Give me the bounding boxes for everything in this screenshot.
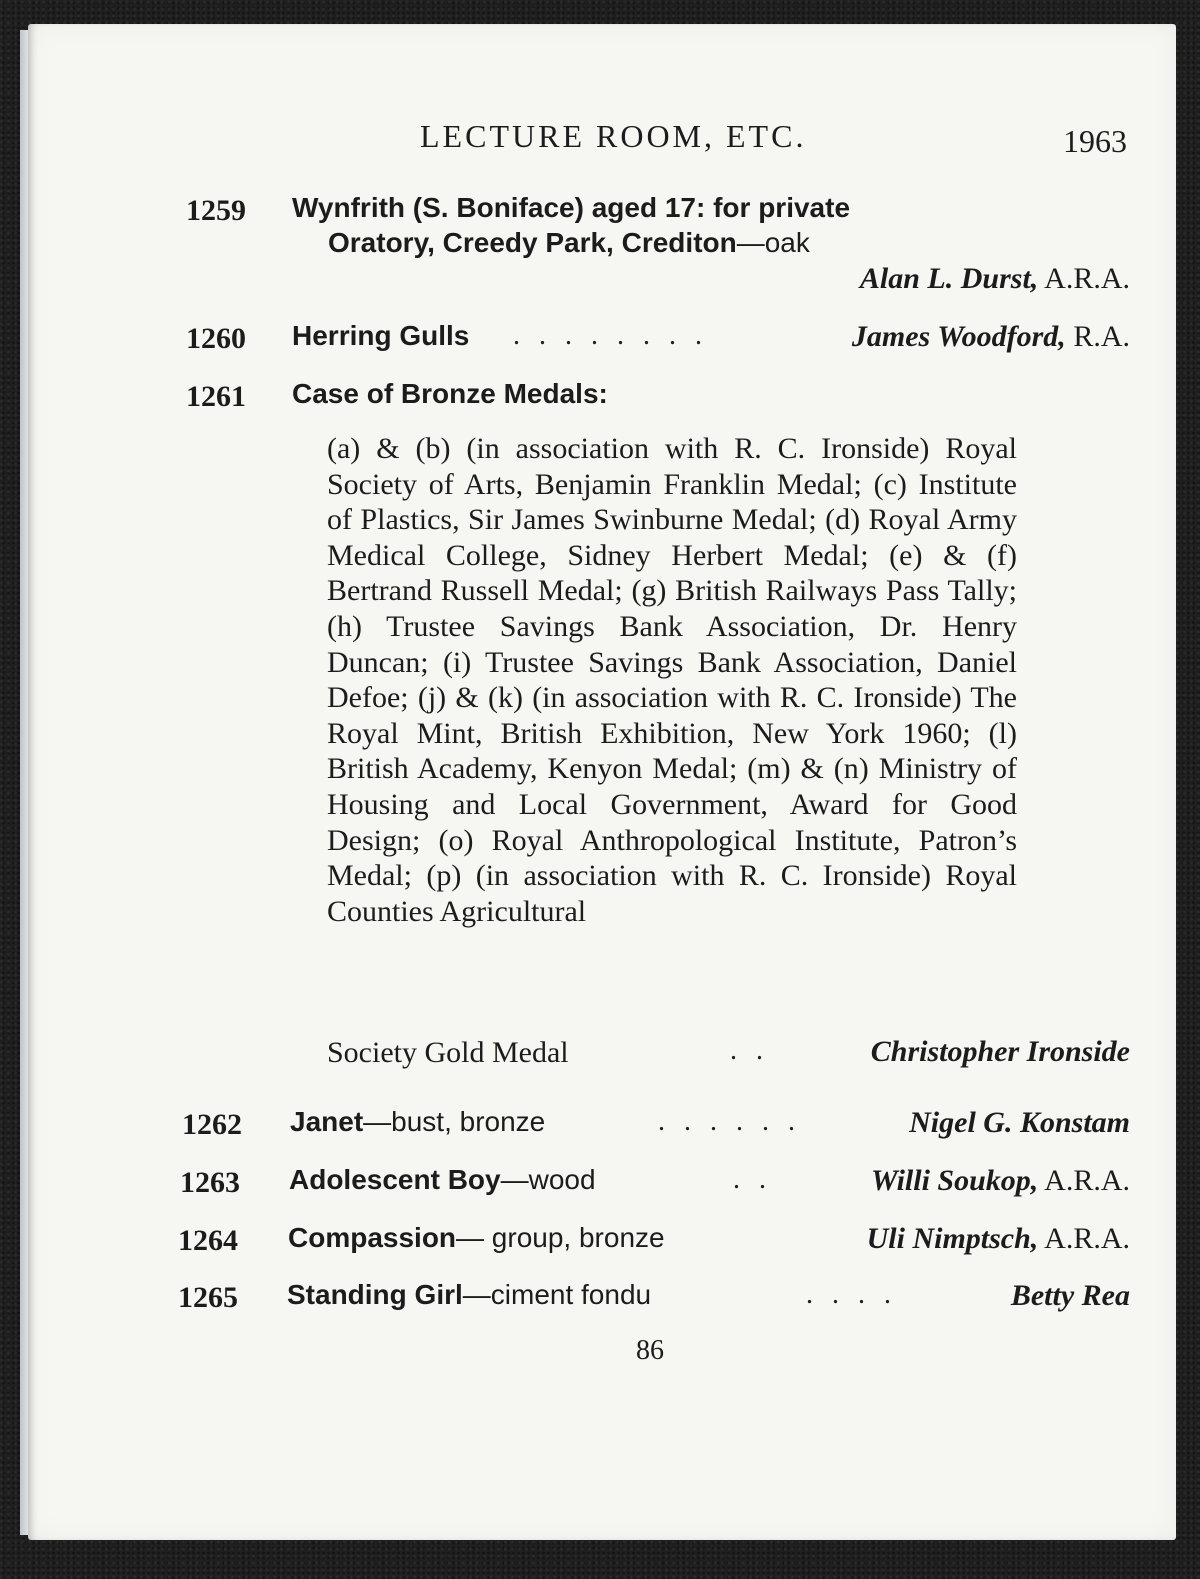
- entry-material: —ciment fondu: [462, 1279, 652, 1310]
- entry-artist: [867, 1222, 1130, 1256]
- entry-title-part: Oratory, Creedy Park, Crediton: [328, 227, 737, 258]
- artist-suffix: A.R.A.: [1044, 262, 1130, 295]
- artist-suffix: A.R.A.: [1044, 1222, 1130, 1255]
- entry-title-part: Janet: [290, 1106, 364, 1137]
- entry-title-continued: [328, 227, 810, 259]
- entry-material: —bust, bronze: [363, 1106, 546, 1137]
- dot-leaders: . .: [730, 1035, 769, 1066]
- entry-description-last-line: Society Gold Medal: [327, 1036, 569, 1069]
- entry-number: 1262: [182, 1108, 242, 1141]
- entry-title: [290, 1106, 545, 1138]
- entry-material: —wood: [500, 1164, 596, 1195]
- entry-number: 1265: [178, 1281, 238, 1314]
- entry-description: (a) & (b) (in association with R. C. Ironside) Royal Society of Arts, Benjamin Franklin Medal; (c) Institute of Plastics, Sir James Swinburne Medal; (d) Royal Army Medical College, Sidney Herbert Medal; (e) & (f) Bertrand Russell Medal; (g) British Railways Pass Tally; (h) Trustee Savings Bank Association, Dr. Henry Duncan; (i) Trustee Savings Bank Association, Daniel Defoe; (j) & (k) (in association with R. C. Ironside) The Royal Mint, British Exhibition, New York 1960; (l) British Academy, Kenyon Medal; (m) & (n) Ministry of Housing and Local Government, Award for Good Design; (o) Royal Anthropological Institute, Patron’s Medal; (p) (in association with R. C. Ironside) Royal Counties Agricultural: [327, 432, 1017, 928]
- entry-title: [288, 1222, 665, 1254]
- artist-name: Alan L. Durst,: [859, 262, 1039, 295]
- entry-artist: [871, 1164, 1130, 1198]
- entry-title-part: Standing Girl: [287, 1279, 463, 1310]
- entry-number: 1259: [186, 194, 246, 227]
- entry-material: — group, bronze: [456, 1222, 665, 1253]
- dot-leaders: . . . . . .: [658, 1106, 801, 1137]
- entry-title: [289, 1164, 596, 1196]
- artist-name: Christopher Ironside: [870, 1035, 1130, 1068]
- entry-title-part: Adolescent Boy: [289, 1164, 501, 1195]
- entry-title-part: Compassion: [288, 1222, 457, 1253]
- page-header: [0, 118, 1200, 158]
- running-head: LECTURE ROOM, ETC.: [420, 118, 807, 154]
- page-year: 1963: [1063, 123, 1127, 159]
- entry-title: Case of Bronze Medals:: [292, 378, 608, 409]
- entry-number: 1260: [186, 322, 246, 355]
- entry-artist: [852, 320, 1130, 354]
- entry-number: 1264: [178, 1224, 238, 1257]
- entry-artist: [1011, 1279, 1130, 1313]
- entry-artist: [909, 1106, 1130, 1140]
- dot-leaders: . . . .: [806, 1279, 897, 1310]
- artist-name: James Woodford,: [851, 320, 1066, 353]
- page-number: 86: [636, 1335, 664, 1366]
- entry-material: —oak: [736, 227, 810, 258]
- artist-name: Nigel G. Konstam: [909, 1106, 1130, 1139]
- entry-title: Wynfrith (S. Boniface) aged 17: for private: [292, 192, 851, 223]
- entry-title: Herring Gulls: [292, 320, 470, 351]
- artist-name: Uli Nimptsch,: [866, 1222, 1039, 1255]
- dot-leaders: . . . . . . . .: [513, 320, 708, 351]
- artist-suffix: A.R.A.: [1044, 1164, 1130, 1197]
- entry-title: [287, 1279, 651, 1311]
- artist-name: Willi Soukop,: [871, 1164, 1039, 1197]
- artist-suffix: R.A.: [1073, 320, 1130, 353]
- artist-name: Betty Rea: [1010, 1279, 1130, 1312]
- dot-leaders: . .: [733, 1164, 772, 1195]
- entry-artist: [871, 1035, 1130, 1069]
- entry-artist: [860, 262, 1130, 296]
- entry-number: 1263: [180, 1166, 240, 1199]
- entry-number: 1261: [186, 380, 246, 413]
